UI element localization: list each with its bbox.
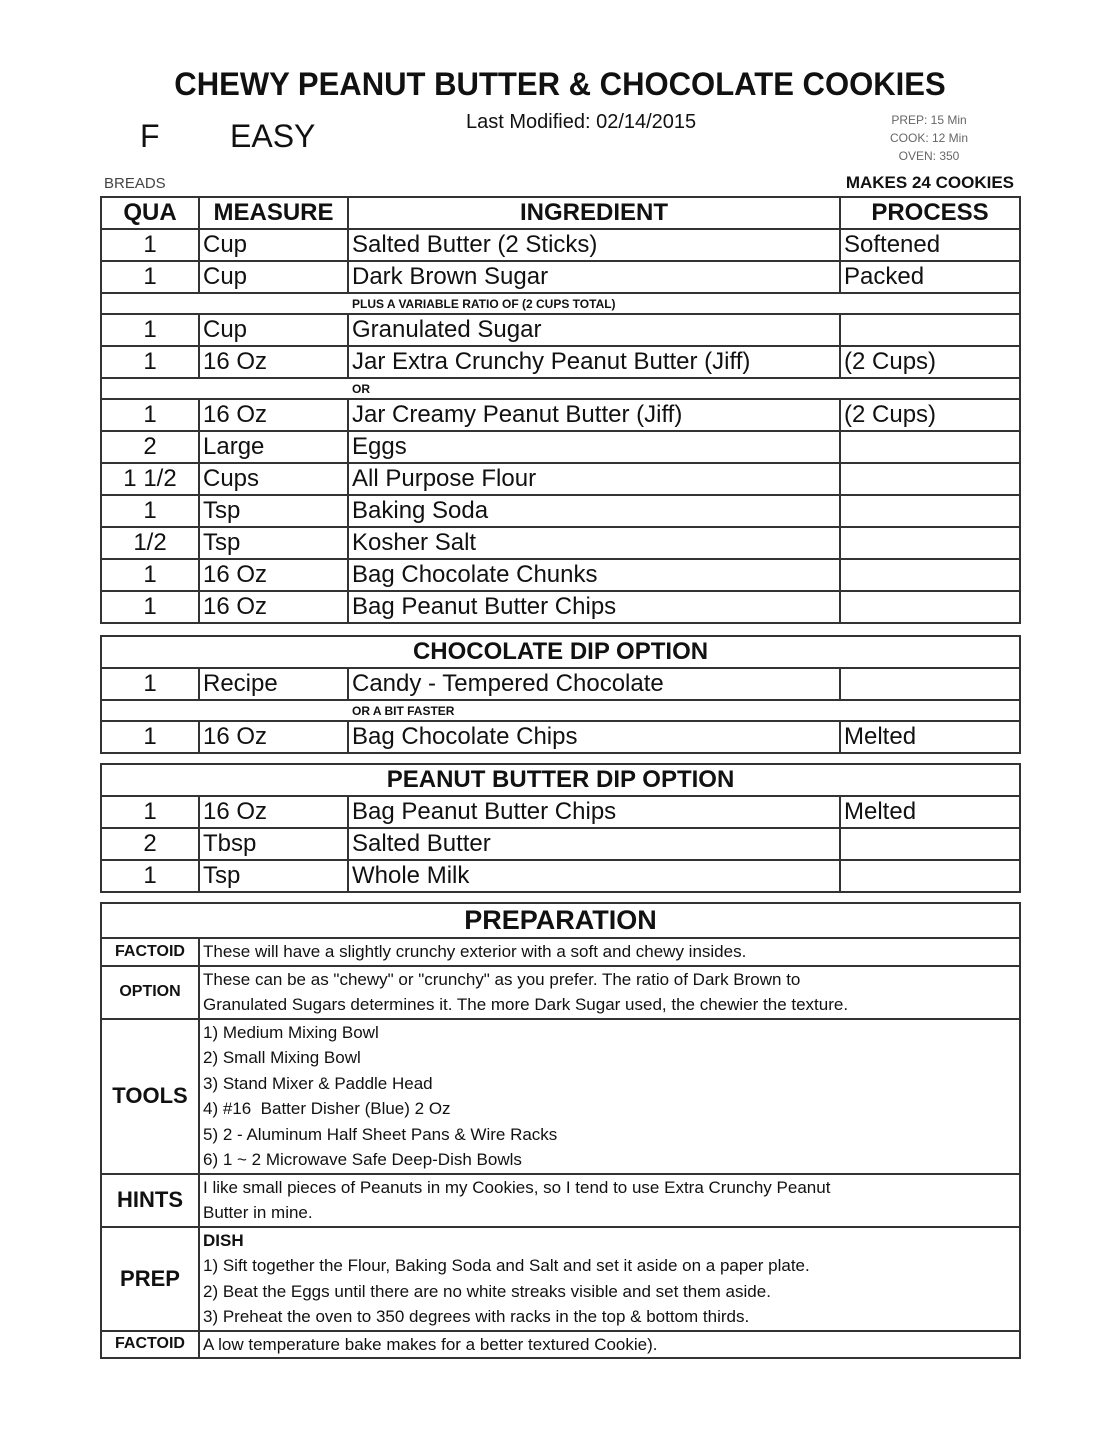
quantity-cell: 1	[101, 559, 199, 591]
note-text: PLUS A VARIABLE RATIO OF (2 CUPS TOTAL)	[101, 293, 1020, 314]
peanut-butter-dip-title: PEANUT BUTTER DIP OPTION	[101, 764, 1020, 796]
column-header-qua: QUA	[101, 197, 199, 229]
ingredient-cell: Salted Butter (2 Sticks)	[348, 229, 840, 261]
factoid-label: FACTOID	[101, 938, 199, 966]
measure-cell: 16 Oz	[199, 591, 348, 623]
chocolate-dip-table	[100, 635, 1021, 754]
ingredient-row	[101, 860, 1020, 892]
quantity-cell: 1	[101, 314, 199, 346]
tools-row	[101, 1019, 1020, 1174]
ingredient-cell: Kosher Salt	[348, 527, 840, 559]
tool-item: 5) 2 - Aluminum Half Sheet Pans & Wire Racks	[203, 1124, 558, 1144]
ingredient-cell: Bag Chocolate Chunks	[348, 559, 840, 591]
quantity-cell: 1	[101, 399, 199, 431]
hints-label: HINTS	[101, 1174, 199, 1227]
ingredient-row	[101, 463, 1020, 495]
note-text: OR A BIT FASTER	[101, 700, 1020, 721]
process-cell	[840, 431, 1020, 463]
prep-heading: DISH	[203, 1230, 244, 1250]
option-line: Granulated Sugars determines it. The more Dark Sugar used, the chewier the texture.	[203, 995, 849, 1014]
ingredient-cell: Bag Peanut Butter Chips	[348, 796, 840, 828]
measure-cell: 16 Oz	[199, 346, 348, 378]
option-line: These can be as "chewy" or "crunchy" as you prefer. The ratio of Dark Brown to	[203, 969, 801, 989]
ingredients-body	[101, 229, 1020, 623]
ingredient-cell: Granulated Sugar	[348, 314, 840, 346]
measure-cell: Cup	[199, 229, 348, 261]
measure-cell: 16 Oz	[199, 559, 348, 591]
column-header-measure: MEASURE	[199, 197, 348, 229]
ingredient-cell: All Purpose Flour	[348, 463, 840, 495]
tool-item: 3) Stand Mixer & Paddle Head	[203, 1073, 433, 1093]
yield-label: MAKES 24 COOKIES	[845, 173, 1014, 192]
process-cell: Packed	[840, 261, 1020, 293]
hint-line: I like small pieces of Peanuts in my Cookies, so I tend to use Extra Crunchy Peanut	[203, 1177, 831, 1197]
ingredient-cell: Bag Chocolate Chips	[348, 721, 840, 753]
ingredient-row	[101, 261, 1020, 293]
factoid-text: These will have a slightly crunchy exterior with a soft and chewy insides.	[199, 938, 1020, 966]
measure-cell: Tsp	[199, 860, 348, 892]
hints-row	[101, 1174, 1020, 1227]
measure-cell: Cups	[199, 463, 348, 495]
measure-cell: 16 Oz	[199, 721, 348, 753]
tool-item: 1) Medium Mixing Bowl	[203, 1022, 379, 1042]
process-cell	[840, 559, 1020, 591]
ingredient-row	[101, 721, 1020, 753]
tool-item: 2) Small Mixing Bowl	[203, 1048, 361, 1067]
note-row	[101, 378, 1020, 399]
hint-line: Butter in mine.	[203, 1203, 313, 1222]
note-text: OR	[101, 378, 1020, 399]
ingredient-cell: Dark Brown Sugar	[348, 261, 840, 293]
ingredient-row	[101, 559, 1020, 591]
cook-time: COOK: 12 Min	[889, 131, 969, 145]
measure-cell: Recipe	[199, 668, 348, 700]
ingredient-row	[101, 399, 1020, 431]
prep-steps	[199, 1227, 1020, 1331]
process-cell	[840, 495, 1020, 527]
factoid-text: A low temperature bake makes for a better textured Cookie).	[199, 1331, 1020, 1359]
process-cell: (2 Cups)	[840, 399, 1020, 431]
measure-cell: 16 Oz	[199, 399, 348, 431]
ingredient-cell: Bag Peanut Butter Chips	[348, 591, 840, 623]
chocolate-dip-title: CHOCOLATE DIP OPTION	[101, 636, 1020, 668]
prep-step: 1) Sift together the Flour, Baking Soda and Salt and set it aside on a paper plate.	[203, 1256, 810, 1275]
measure-cell: 16 Oz	[199, 796, 348, 828]
ingredient-row	[101, 346, 1020, 378]
prep-time: PREP: 15 Min	[891, 113, 967, 127]
ingredient-cell: Eggs	[348, 431, 840, 463]
category-label: BREADS	[104, 175, 166, 192]
column-header-process: PROCESS	[840, 197, 1020, 229]
difficulty-label: EASY	[230, 118, 316, 154]
process-cell	[840, 668, 1020, 700]
tool-item: 4) #16 Batter Disher (Blue) 2 Oz	[203, 1099, 451, 1118]
quantity-cell: 1	[101, 860, 199, 892]
quantity-cell: 1	[101, 346, 199, 378]
ingredient-cell: Baking Soda	[348, 495, 840, 527]
ingredient-row	[101, 495, 1020, 527]
note-row	[101, 700, 1020, 721]
measure-cell: Cup	[199, 261, 348, 293]
quantity-cell: 1	[101, 796, 199, 828]
prep-step: 3) Preheat the oven to 350 degrees with racks in the top & bottom thirds.	[203, 1307, 750, 1326]
measure-cell: Tbsp	[199, 828, 348, 860]
process-cell: Melted	[840, 796, 1020, 828]
column-header-ingredient: INGREDIENT	[348, 197, 840, 229]
ingredient-row	[101, 431, 1020, 463]
ingredient-cell: Jar Extra Crunchy Peanut Butter (Jiff)	[348, 346, 840, 378]
ingredient-cell: Salted Butter	[348, 828, 840, 860]
tools-label: TOOLS	[101, 1019, 199, 1174]
process-cell: Softened	[840, 229, 1020, 261]
measure-cell: Cup	[199, 314, 348, 346]
preparation-table	[100, 902, 1021, 1359]
prep-label: PREP	[101, 1227, 199, 1331]
ingredient-cell: Jar Creamy Peanut Butter (Jiff)	[348, 399, 840, 431]
ingredient-row	[101, 314, 1020, 346]
process-cell	[840, 527, 1020, 559]
process-cell	[840, 860, 1020, 892]
quantity-cell: 1	[101, 261, 199, 293]
tool-item: 6) 1 ~ 2 Microwave Safe Deep-Dish Bowls	[203, 1150, 522, 1169]
process-cell	[840, 828, 1020, 860]
process-cell	[840, 463, 1020, 495]
ingredient-row	[101, 527, 1020, 559]
measure-cell: Tsp	[199, 527, 348, 559]
factoid-row	[101, 1331, 1020, 1359]
quantity-cell: 1 1/2	[101, 463, 199, 495]
oven-temp: OVEN: 350	[898, 149, 960, 163]
quantity-cell: 1/2	[101, 527, 199, 559]
hints-text	[199, 1174, 1020, 1227]
measure-cell: Large	[199, 431, 348, 463]
quantity-cell: 1	[101, 591, 199, 623]
quantity-cell: 1	[101, 495, 199, 527]
quantity-cell: 2	[101, 828, 199, 860]
factoid-label: FACTOID	[101, 1331, 199, 1359]
tools-list	[199, 1019, 1020, 1174]
ingredient-cell: Whole Milk	[348, 860, 840, 892]
ingredient-row	[101, 828, 1020, 860]
time-info	[860, 111, 998, 165]
process-cell: Melted	[840, 721, 1020, 753]
ingredient-row	[101, 229, 1020, 261]
last-modified: Last Modified: 02/14/2015	[466, 111, 697, 133]
note-row	[101, 293, 1020, 314]
preparation-title: PREPARATION	[101, 903, 1020, 938]
f-label: F	[140, 118, 160, 154]
ingredients-table	[100, 196, 1021, 624]
quantity-cell: 1	[101, 229, 199, 261]
option-row	[101, 966, 1020, 1019]
quantity-cell: 1	[101, 668, 199, 700]
ingredient-row	[101, 591, 1020, 623]
process-cell: (2 Cups)	[840, 346, 1020, 378]
process-cell	[840, 591, 1020, 623]
ingredient-row	[101, 668, 1020, 700]
recipe-title: CHEWY PEANUT BUTTER & CHOCOLATE COOKIES	[174, 66, 946, 102]
prep-step: 2) Beat the Eggs until there are no white streaks visible and set them aside.	[203, 1281, 771, 1301]
factoid-row	[101, 938, 1020, 966]
quantity-cell: 2	[101, 431, 199, 463]
prep-row	[101, 1227, 1020, 1331]
ingredient-row	[101, 796, 1020, 828]
quantity-cell: 1	[101, 721, 199, 753]
option-text	[199, 966, 1020, 1019]
option-label: OPTION	[101, 966, 199, 1019]
measure-cell: Tsp	[199, 495, 348, 527]
peanut-butter-dip-table	[100, 763, 1021, 893]
ingredient-cell: Candy - Tempered Chocolate	[348, 668, 840, 700]
process-cell	[840, 314, 1020, 346]
